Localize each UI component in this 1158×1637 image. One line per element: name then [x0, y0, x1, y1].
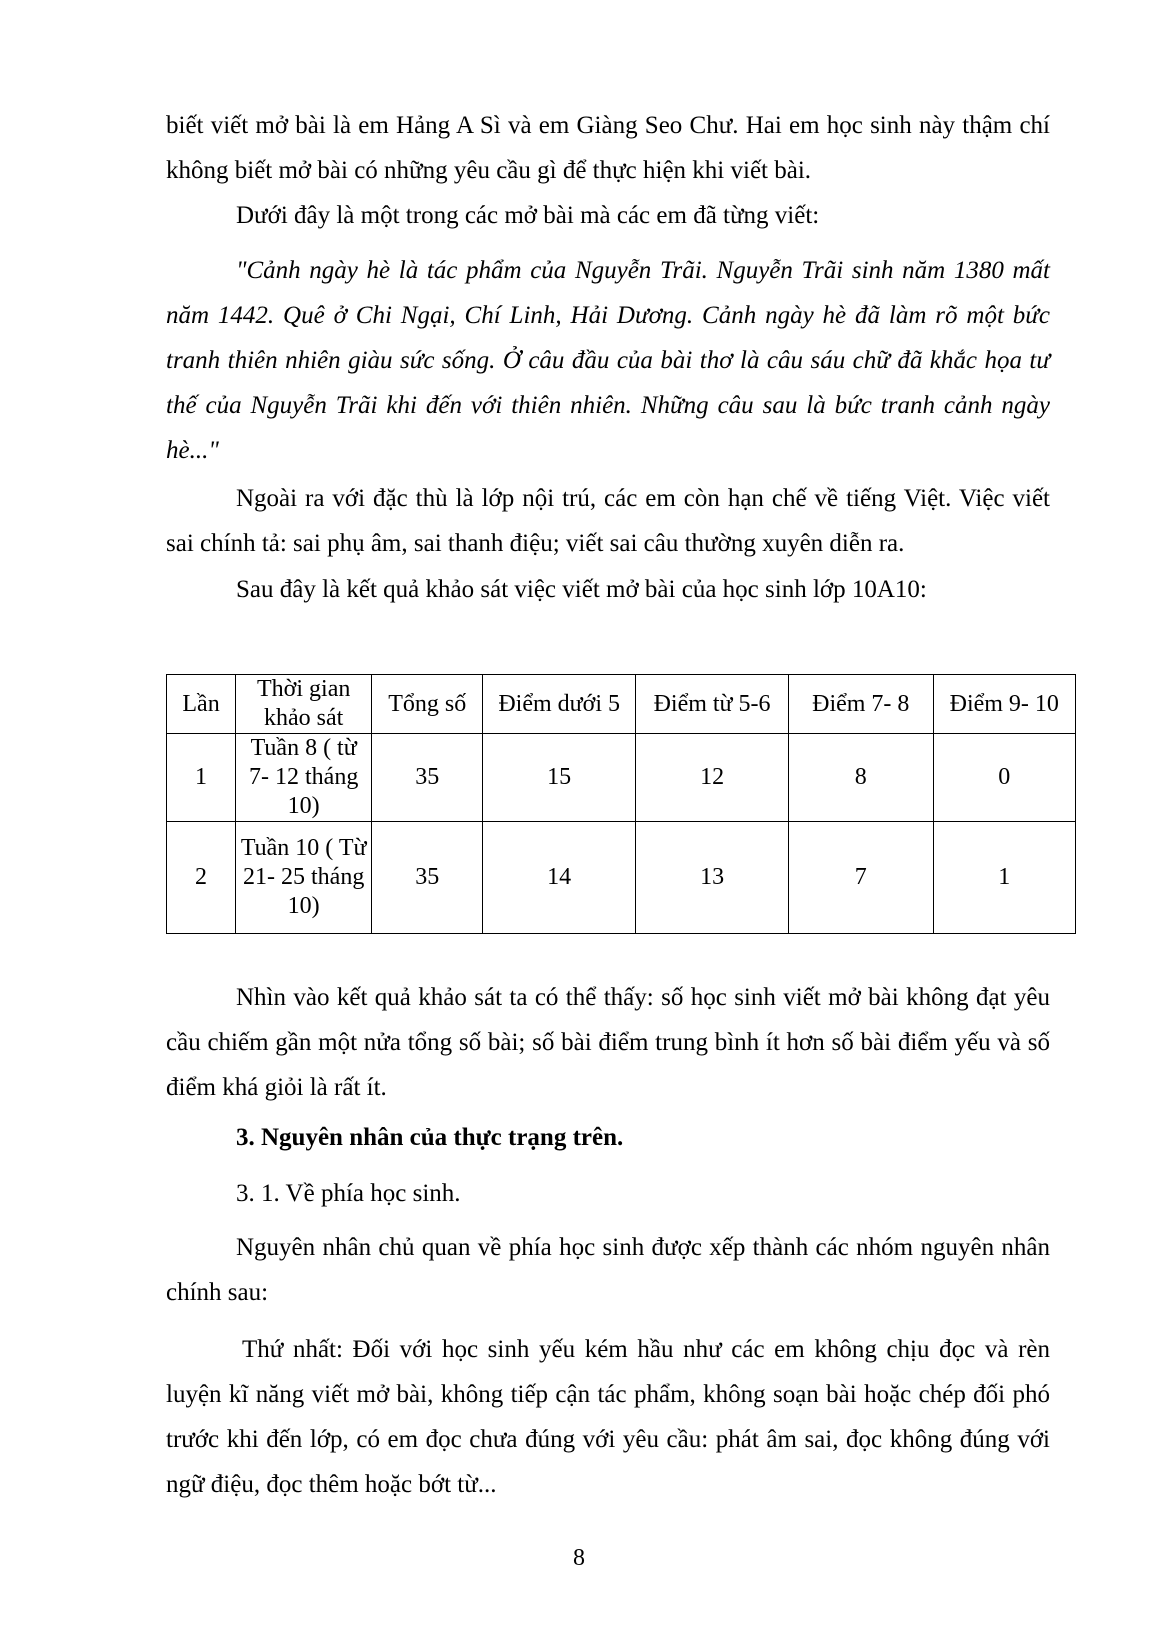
subsection-heading: 3. 1. Về phía học sinh. — [236, 1180, 461, 1207]
table-cell: 35 — [372, 734, 483, 822]
paragraph-intro: biết viết mở bài là em Hảng A Sì và em Giàng Seo Chư. Hai em học sinh này thậm chí không biết mở bài có những yêu cầu gì để thực hiện khi viết bài. — [166, 112, 1050, 184]
survey-table — [166, 674, 1076, 934]
table-row — [167, 734, 1076, 822]
table-header-cell: Điểm dưới 5 — [483, 675, 636, 734]
page-number: 8 — [573, 1545, 585, 1571]
table-cell: 8 — [789, 734, 934, 822]
table-cell: 13 — [636, 822, 789, 934]
paragraph-spelling: Ngoài ra với đặc thù là lớp nội trú, các em còn hạn chế về tiếng Việt. Việc viết sai chính tả: sai phụ âm, sai thanh điệu; viết sai câu thường xuyên diễn ra. — [166, 485, 1050, 557]
quoted-opening: "Cảnh ngày hè là tác phẩm của Nguyễn Trãi. Nguyễn Trãi sinh năm 1380 mất năm 1442. Quê ở Chi Ngại, Chí Linh, Hải Dương. Cảnh ngày hè đã làm rõ một bức tranh thiên nhiên giàu sức sống. Ở câu đầu của bài thơ là câu sáu chữ đã khắc họa tư thế của Nguyễn Trãi khi đến với thiên nhiên. Những câu sau là bức tranh cảnh ngày hè..." — [166, 257, 1050, 464]
table-row — [167, 822, 1076, 934]
table-header-cell: Lần — [167, 675, 236, 734]
table-header-cell: Điểm 9- 10 — [933, 675, 1075, 734]
table-cell: 14 — [483, 822, 636, 934]
section-heading: 3. Nguyên nhân của thực trạng trên. — [236, 1124, 624, 1151]
table-cell: Tuần 10 ( Từ 21- 25 tháng 10) — [236, 822, 372, 934]
table-cell: 12 — [636, 734, 789, 822]
table-header-cell: Điểm từ 5-6 — [636, 675, 789, 734]
paragraph-causes: Nguyên nhân chủ quan về phía học sinh được xếp thành các nhóm nguyên nhân chính sau: — [166, 1234, 1050, 1306]
table-cell: 15 — [483, 734, 636, 822]
paragraph-lead: Dưới đây là một trong các mở bài mà các em đã từng viết: — [236, 202, 820, 229]
paragraph-first-cause: Thứ nhất: Đối với học sinh yếu kém hầu như các em không chịu đọc và rèn luyện kĩ năng viết mở bài, không tiếp cận tác phẩm, không soạn bài hoặc chép đối phó trước khi đến lớp, có em đọc chưa đúng với yêu cầu: phát âm sai, đọc không đúng với ngữ điệu, đọc thêm hoặc bớt từ... — [166, 1336, 1050, 1498]
table-header-cell: Tổng số — [372, 675, 483, 734]
table-cell: 1 — [167, 734, 236, 822]
table-header-cell: Thời gian khảo sát — [236, 675, 372, 734]
paragraph-survey-analysis: Nhìn vào kết quả khảo sát ta có thể thấy: số học sinh viết mở bài không đạt yêu cầu chiếm gần một nửa tổng số bài; số bài điểm trung bình ít hơn số bài điểm yếu và số điểm khá giỏi là rất ít. — [166, 984, 1050, 1101]
table-cell: 35 — [372, 822, 483, 934]
paragraph-survey-intro: Sau đây là kết quả khảo sát việc viết mở bài của học sinh lớp 10A10: — [236, 576, 927, 603]
table-cell: 7 — [789, 822, 934, 934]
table-header-cell: Điểm 7- 8 — [789, 675, 934, 734]
table-header-row — [167, 675, 1076, 734]
table-cell: Tuần 8 ( từ 7- 12 tháng 10) — [236, 734, 372, 822]
table-cell: 2 — [167, 822, 236, 934]
table-cell: 0 — [933, 734, 1075, 822]
table-cell: 1 — [933, 822, 1075, 934]
